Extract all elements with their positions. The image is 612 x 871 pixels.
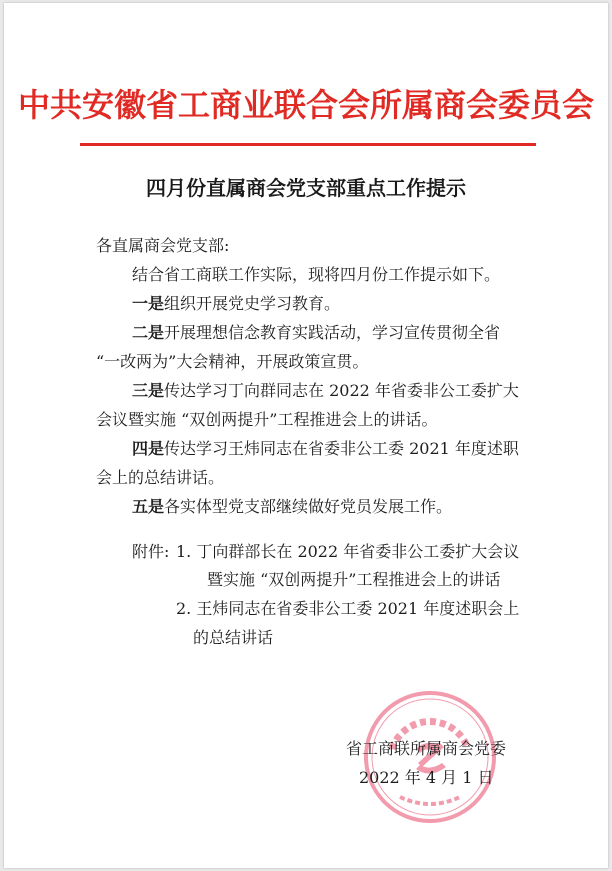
item-continuation: 会议暨实施 “双创两提升”工程推进会上的讲话。 bbox=[96, 410, 438, 429]
item-label: 一是 bbox=[132, 294, 165, 313]
salutation: 各直属商会党支部: bbox=[96, 236, 230, 255]
attachment-continuation: 暨实施 “双创两提升”工程推进会上的讲话 bbox=[207, 570, 501, 589]
list-item bbox=[132, 497, 452, 517]
document-title: 四月份直属商会党支部重点工作提示 bbox=[146, 176, 466, 200]
intro-paragraph: 结合省工商联工作实际，现将四月份工作提示如下。 bbox=[132, 265, 501, 284]
org-header-title: 中共安徽省工商业联合会所属商会委员会 bbox=[17, 86, 594, 124]
item-label: 三是 bbox=[132, 381, 165, 400]
date: 2022 年 4 月 1 日 bbox=[359, 768, 494, 787]
header-divider bbox=[80, 143, 536, 146]
item-text: 传达学习王炜同志在省委非公工委 2021 年度述职 bbox=[164, 439, 519, 458]
attachment-item: 1. 丁向群部长在 2022 年省委非公工委扩大会议 bbox=[176, 542, 520, 561]
item-text: 组织开展党史学习教育。 bbox=[164, 294, 341, 313]
attachment-continuation: 的总结讲话 bbox=[193, 628, 274, 647]
attachments-label: 附件: bbox=[132, 542, 170, 561]
item-continuation: “一改两为”大会精神，开展政策宣贯。 bbox=[96, 352, 369, 371]
item-continuation: 会上的总结讲话。 bbox=[96, 468, 225, 487]
list-item bbox=[132, 323, 500, 343]
item-label: 四是 bbox=[132, 439, 165, 458]
item-text: 开展理想信念教育实践活动，学习宣传贯彻全省 bbox=[164, 323, 501, 342]
signature: 省工商联所属商会党委 bbox=[346, 739, 507, 758]
list-item bbox=[132, 381, 519, 401]
list-item bbox=[132, 439, 519, 459]
list-item bbox=[132, 294, 340, 314]
item-text: 传达学习丁向群同志在 2022 年省委非公工委扩大 bbox=[164, 381, 519, 400]
attachment-item: 2. 王炜同志在省委非公工委 2021 年度述职会上 bbox=[176, 599, 520, 618]
item-label: 二是 bbox=[132, 323, 165, 342]
item-text: 各实体型党支部继续做好党员发展工作。 bbox=[164, 497, 453, 516]
item-label: 五是 bbox=[132, 497, 165, 516]
document-page bbox=[4, 3, 608, 868]
